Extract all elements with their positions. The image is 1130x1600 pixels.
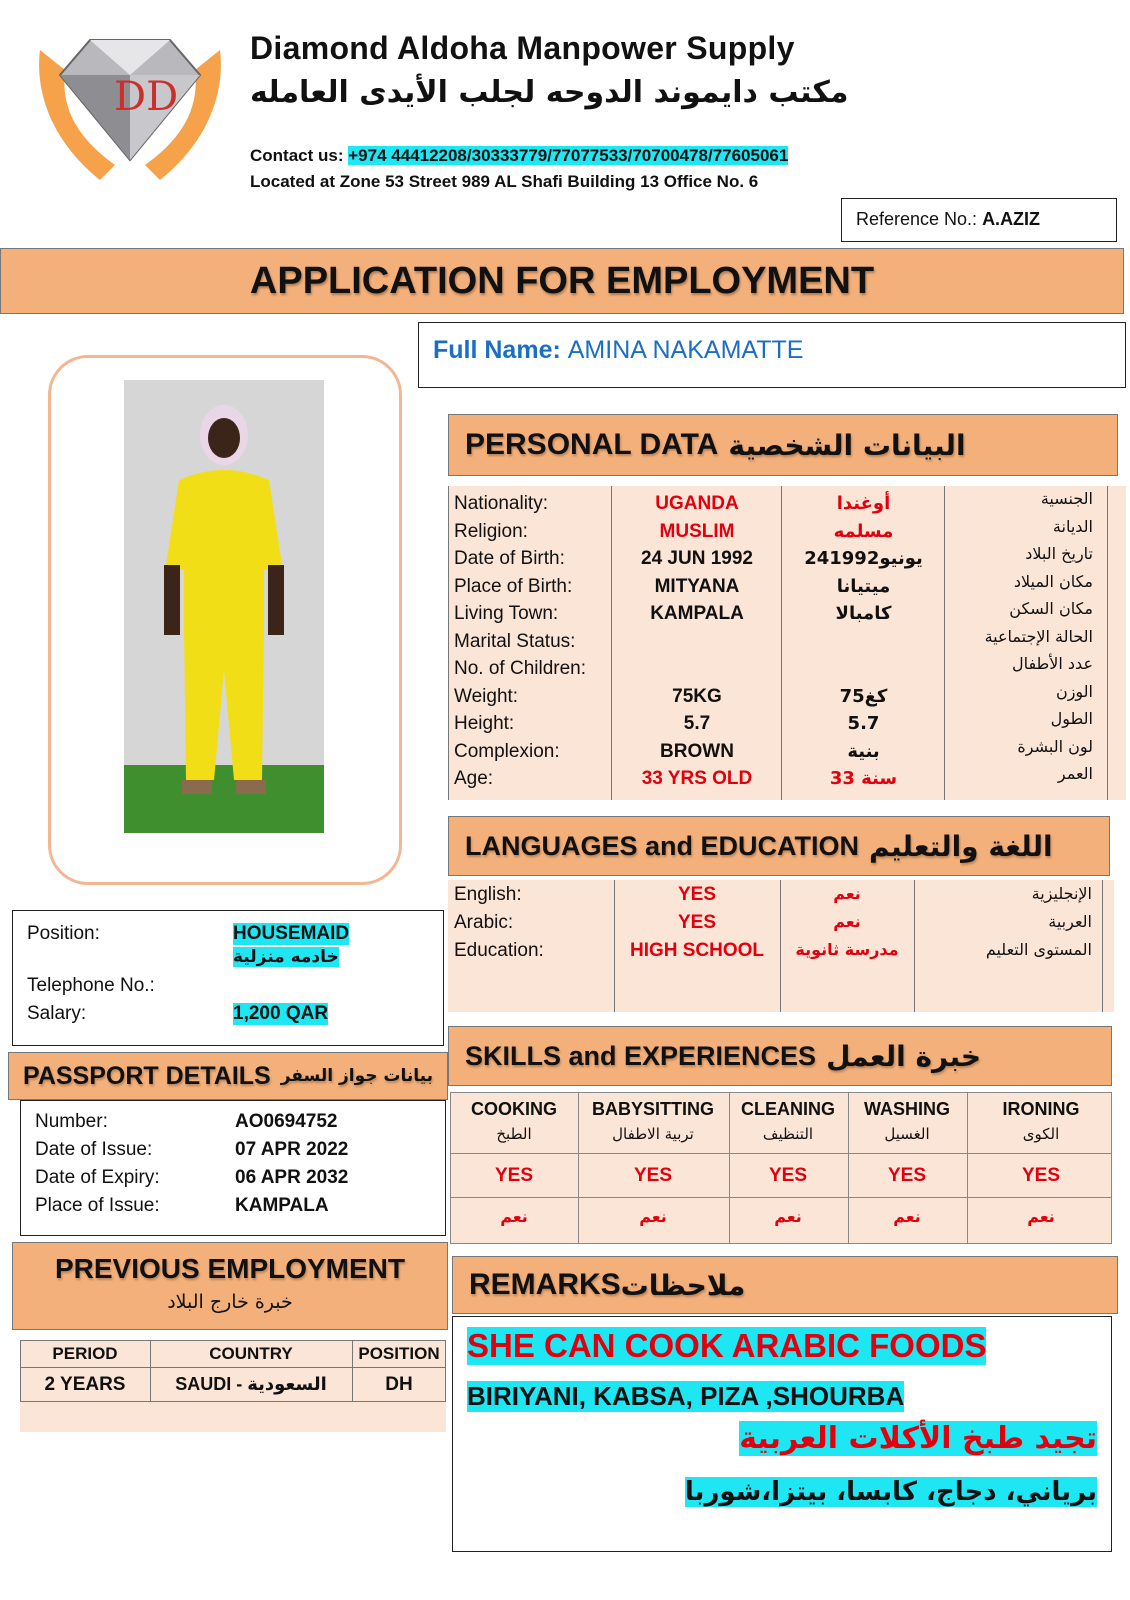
position-value: HOUSEMAID bbox=[233, 923, 350, 944]
remarks-line-4: برياني، دجاج، كابسا، بيتزا،شوربا bbox=[684, 1477, 1097, 1507]
passport-details-box bbox=[20, 1100, 446, 1236]
full-name-value: AMINA NAKAMATTE bbox=[567, 336, 804, 364]
remarks-line-1: SHE CAN COOK ARABIC FOODS bbox=[467, 1327, 987, 1364]
pd-value: UGANDA bbox=[655, 493, 739, 514]
skill-name-ar: الغسيل bbox=[884, 1125, 930, 1143]
personal-data-header bbox=[448, 414, 1118, 476]
prev-country-value: SAUDI - السعودية bbox=[175, 1374, 327, 1394]
telephone-label: Telephone No.: bbox=[27, 975, 155, 996]
passport-title-ar: بيانات جواز السفر bbox=[280, 1066, 433, 1086]
pd-label: Place of Birth: bbox=[454, 575, 573, 597]
pd-label-ar: الوزن bbox=[1055, 681, 1093, 701]
pd-label: Living Town: bbox=[454, 603, 559, 624]
remarks-line-2: BIRIYANI, KABSA, PIZA ,SHOURBA bbox=[467, 1381, 905, 1411]
previous-employment-title: PREVIOUS EMPLOYMENT bbox=[54, 1253, 406, 1284]
pd-label: Age: bbox=[454, 768, 494, 789]
pd-label-ar: تاريخ البلاد bbox=[1025, 544, 1093, 563]
pd-value: 24 JUN 1992 bbox=[641, 548, 753, 569]
skill-value: YES bbox=[768, 1165, 808, 1186]
pd-label: Complexion: bbox=[454, 740, 560, 762]
previous-employment-title-ar: خبرة خارج البلاد bbox=[167, 1291, 293, 1313]
passport-label: Place of Issue: bbox=[35, 1195, 160, 1216]
pd-value: 5.7 bbox=[683, 713, 711, 734]
remarks-box bbox=[452, 1316, 1112, 1552]
lang-label: Arabic: bbox=[454, 912, 514, 933]
skill-value-ar: نعم bbox=[1027, 1207, 1055, 1226]
contact-label: Contact us: bbox=[250, 146, 349, 165]
skill-value: YES bbox=[1021, 1165, 1061, 1186]
position-value-ar: خادمه منزلية bbox=[233, 947, 339, 967]
lang-label: Education: bbox=[454, 940, 544, 961]
pd-label-ar: الديانة bbox=[1052, 516, 1093, 536]
remarks-header bbox=[452, 1256, 1118, 1314]
reference-label: Reference No.: bbox=[856, 209, 983, 229]
lang-value-ar: نعم bbox=[833, 884, 861, 903]
pd-value: 33 YRS OLD bbox=[641, 768, 753, 789]
salary-value: 1,200 QAR bbox=[233, 1003, 329, 1024]
title-bar bbox=[0, 248, 1124, 314]
skill-name: IRONING bbox=[1002, 1099, 1080, 1119]
pd-value-ar: بنية bbox=[847, 740, 880, 762]
passport-value: 06 APR 2032 bbox=[235, 1167, 349, 1188]
pd-label: Weight: bbox=[454, 685, 519, 707]
pd-label-ar: مكان الميلاد bbox=[1013, 571, 1093, 591]
position-label: Position: bbox=[27, 923, 100, 944]
skill-name: CLEANING bbox=[741, 1099, 835, 1119]
pd-value: KAMPALA bbox=[650, 603, 744, 624]
passport-value: AO0694752 bbox=[235, 1111, 338, 1132]
pd-value: MITYANA bbox=[654, 575, 740, 597]
passport-header bbox=[8, 1052, 448, 1100]
pd-value: BROWN bbox=[660, 740, 734, 762]
page-title: APPLICATION FOR EMPLOYMENT bbox=[249, 259, 875, 302]
skill-value-ar: نعم bbox=[893, 1207, 921, 1226]
skill-value: YES bbox=[887, 1165, 927, 1186]
skill-name-ar: التنظيف bbox=[762, 1125, 814, 1143]
pd-value: 75KG bbox=[672, 685, 722, 707]
remarks-title: REMARKS bbox=[469, 1268, 621, 1301]
personal-data-title: PERSONAL DATA bbox=[465, 428, 719, 461]
company-name-arabic: مكتب دايموند الدوحه لجلب الأيدى العامله bbox=[250, 75, 849, 110]
contact-numbers: +974 44412208/30333779/77077533/70700478/77605061 bbox=[348, 146, 789, 165]
lang-value: YES bbox=[677, 884, 717, 905]
contact-line bbox=[250, 146, 788, 166]
passport-label: Date of Expiry: bbox=[35, 1167, 160, 1188]
passport-title: PASSPORT DETAILS bbox=[23, 1061, 271, 1090]
pd-value-ar: مسلمه bbox=[833, 520, 894, 542]
pd-label-ar: العمر bbox=[1057, 764, 1093, 783]
full-name-box bbox=[418, 322, 1126, 388]
skill-value-ar: نعم bbox=[639, 1207, 667, 1226]
skill-name-ar: الطبخ bbox=[496, 1125, 532, 1143]
company-logo bbox=[30, 30, 230, 195]
skills-table bbox=[450, 1092, 1112, 1244]
lang-value: YES bbox=[677, 912, 717, 933]
prev-position-value: DH bbox=[385, 1374, 413, 1395]
pd-label: No. of Children: bbox=[454, 658, 587, 679]
lang-label-ar: العربية bbox=[1048, 912, 1092, 931]
lang-label-ar: المستوى التعليم bbox=[985, 940, 1092, 959]
prev-col-country: COUNTRY bbox=[209, 1344, 293, 1363]
skill-value-ar: نعم bbox=[500, 1207, 528, 1226]
pd-label-ar: مكان السكن bbox=[1009, 599, 1093, 618]
pd-value-ar: 5.7 bbox=[847, 713, 880, 734]
pd-label: Marital Status: bbox=[454, 630, 576, 652]
passport-label: Number: bbox=[35, 1111, 108, 1132]
full-name-label: Full Name: bbox=[433, 336, 568, 364]
salary-label: Salary: bbox=[27, 1003, 87, 1024]
pd-label-ar: عدد الأطفال bbox=[1011, 654, 1093, 673]
reference-box bbox=[841, 198, 1117, 242]
passport-value: KAMPALA bbox=[235, 1195, 329, 1216]
previous-employment-table bbox=[20, 1340, 446, 1432]
passport-label: Date of Issue: bbox=[35, 1139, 153, 1160]
passport-value: 07 APR 2022 bbox=[235, 1139, 349, 1160]
skill-name: BABYSITTING bbox=[591, 1099, 714, 1119]
applicant-photo bbox=[124, 380, 324, 833]
skills-title: SKILLS and EXPERIENCES bbox=[465, 1040, 817, 1071]
logo-letters: DD bbox=[114, 74, 179, 120]
company-name: Diamond Aldoha Manpower Supply bbox=[250, 30, 795, 66]
pd-value-ar: 75كغ bbox=[839, 685, 888, 707]
pd-value-ar: أوغندا bbox=[836, 493, 891, 514]
pd-label: Nationality: bbox=[454, 493, 548, 514]
prev-period-value: 2 YEARS bbox=[44, 1374, 126, 1395]
lang-value-ar: نعم bbox=[833, 912, 861, 931]
skill-value: YES bbox=[494, 1165, 534, 1186]
skills-title-ar: خبرة العمل bbox=[826, 1039, 982, 1073]
pd-label: Date of Birth: bbox=[454, 548, 565, 569]
skill-name-ar: تربية الاطفال bbox=[612, 1125, 694, 1143]
personal-data-title-ar: البيانات الشخصية bbox=[728, 428, 966, 462]
office-location: Located at Zone 53 Street 989 AL Shafi Building 13 Office No. 6 bbox=[250, 172, 759, 191]
lang-value: HIGH SCHOOL bbox=[629, 940, 765, 961]
pd-value-ar: كامبالا bbox=[835, 603, 892, 624]
pd-value-ar: 24يونيو1992 bbox=[804, 548, 923, 569]
previous-employment-header bbox=[12, 1242, 448, 1330]
skill-value-ar: نعم bbox=[774, 1207, 802, 1226]
lang-label-ar: الإنجليزية bbox=[1031, 884, 1092, 903]
pd-label-ar: الطول bbox=[1050, 709, 1093, 728]
pd-label-ar: الجنسية bbox=[1040, 489, 1093, 508]
pd-value: MUSLIM bbox=[659, 520, 735, 542]
remarks-title-ar: ملاحظات bbox=[620, 1268, 746, 1302]
skill-name: WASHING bbox=[863, 1099, 950, 1119]
languages-title: LANGUAGES and EDUCATION bbox=[465, 830, 860, 861]
pd-label: Religion: bbox=[454, 520, 528, 542]
languages-table bbox=[448, 880, 1114, 1012]
skill-value: YES bbox=[633, 1165, 673, 1186]
pd-label-ar: لون البشرة bbox=[1017, 736, 1093, 756]
pd-label: Height: bbox=[454, 713, 515, 734]
reference-value: A.AZIZ bbox=[982, 209, 1041, 229]
pd-label-ar: الحالة الإجتماعية bbox=[984, 626, 1093, 646]
pd-value-ar: 33 سنة bbox=[829, 768, 898, 789]
languages-title-ar: اللغة والتعليم bbox=[869, 829, 1053, 863]
pd-value-ar: ميتيانا bbox=[836, 575, 891, 597]
languages-header bbox=[448, 816, 1110, 876]
remarks-line-3: تجيد طبخ الأكلات العربية bbox=[739, 1421, 1097, 1456]
prev-col-position: POSITION bbox=[358, 1344, 440, 1363]
personal-data-table bbox=[448, 486, 1126, 800]
skill-name-ar: الكوى bbox=[1022, 1125, 1060, 1143]
lang-value-ar: مدرسة ثانوية bbox=[795, 940, 899, 959]
skills-header bbox=[448, 1026, 1112, 1086]
skill-name: COOKING bbox=[470, 1099, 557, 1119]
lang-label: English: bbox=[454, 884, 522, 905]
position-info-box bbox=[12, 910, 444, 1046]
prev-col-period: PERIOD bbox=[52, 1344, 118, 1363]
